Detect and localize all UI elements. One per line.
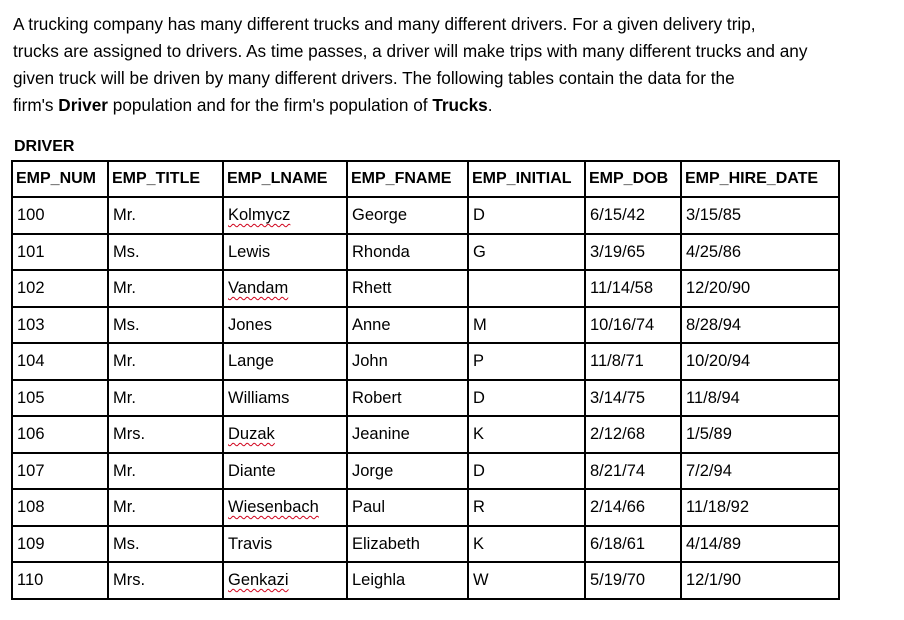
cell-value: 12/20/90: [686, 279, 751, 297]
cell-value: Lewis: [228, 242, 271, 261]
cell-value: Jeanine: [352, 425, 410, 443]
intro-text: firm's: [13, 95, 59, 115]
table-cell: [223, 453, 347, 489]
cell-value: Travis: [228, 534, 273, 553]
cell-value: Genkazi: [228, 571, 289, 589]
table-cell: [585, 343, 681, 380]
table-cell: [681, 453, 839, 489]
table-cell: [12, 416, 108, 453]
cell-value: Duzak: [228, 425, 275, 443]
cell-value: Mr.: [113, 461, 136, 480]
intro-text: A trucking company has many different trucks and many different drivers. For a given delivery trip,: [13, 14, 756, 34]
table-cell: [681, 234, 839, 270]
table-cell: [108, 270, 223, 307]
table-cell: [681, 416, 839, 453]
cell-value: 8/21/74: [590, 461, 646, 480]
table-cell: [347, 562, 468, 599]
cell-value: John: [352, 352, 388, 370]
cell-value: 11/8/94: [686, 388, 740, 407]
cell-value: K: [473, 425, 485, 443]
intro-text: .: [487, 95, 493, 115]
cell-value: 6/18/61: [590, 534, 646, 553]
table-cell: [108, 416, 223, 453]
table-cell: [585, 234, 681, 270]
table-cell: [223, 234, 347, 270]
cell-value: Robert: [352, 388, 402, 407]
table-cell: [12, 526, 108, 562]
table-cell: [12, 197, 108, 234]
column-header: EMP_NUM: [12, 161, 108, 197]
cell-value: K: [473, 534, 485, 553]
cell-value: D: [473, 206, 485, 224]
cell-value: 11/14/58: [590, 279, 654, 297]
cell-value: 2/14/66: [590, 498, 646, 516]
cell-value: 103: [17, 315, 45, 334]
table-cell: [347, 416, 468, 453]
cell-value: Mr.: [113, 498, 136, 516]
cell-value: Kolmycz: [228, 206, 291, 224]
cell-value: Rhonda: [352, 242, 410, 261]
cell-value: 10/20/94: [686, 352, 751, 370]
cell-value: Mr.: [113, 388, 136, 407]
table-cell: [347, 343, 468, 380]
cell-value: Wiesenbach: [228, 498, 319, 516]
table-cell: [347, 453, 468, 489]
table-cell: [681, 380, 839, 416]
table-cell: [223, 562, 347, 599]
cell-value: 102: [17, 279, 45, 297]
table-cell: [468, 453, 585, 489]
table-cell: [681, 197, 839, 234]
cell-value: 11/8/71: [590, 352, 644, 370]
table-cell: [681, 562, 839, 599]
intro-paragraph: [13, 11, 893, 119]
table-caption: DRIVER: [14, 138, 75, 155]
cell-value: George: [352, 206, 408, 224]
table-cell: [108, 453, 223, 489]
table-cell: [108, 380, 223, 416]
table-cell: [12, 307, 108, 343]
cell-value: Williams: [228, 388, 290, 407]
table-cell: [468, 489, 585, 526]
table-row: [12, 489, 839, 526]
cell-value: 3/19/65: [590, 242, 646, 261]
table-cell: [681, 270, 839, 307]
cell-value: P: [473, 352, 485, 370]
table-cell: [12, 343, 108, 380]
intro-line: [13, 92, 893, 119]
table-row: [12, 416, 839, 453]
table-cell: [468, 380, 585, 416]
table-cell: [223, 197, 347, 234]
cell-value: Ms.: [113, 534, 140, 553]
cell-value: 107: [17, 461, 45, 480]
cell-value: Anne: [352, 315, 391, 334]
cell-value: Leighla: [352, 571, 406, 589]
table-cell: [468, 234, 585, 270]
table-cell: [12, 270, 108, 307]
cell-value: Diante: [228, 461, 276, 480]
table-cell: [108, 307, 223, 343]
intro-line: [13, 38, 893, 65]
cell-value: Mr.: [113, 279, 136, 297]
table-cell: [223, 416, 347, 453]
table-header-row: [12, 161, 839, 197]
table-cell: [585, 562, 681, 599]
table-cell: [12, 453, 108, 489]
cell-value: R: [473, 498, 485, 516]
table-cell: [347, 197, 468, 234]
table-cell: [347, 380, 468, 416]
table-row: [12, 343, 839, 380]
table-cell: [681, 489, 839, 526]
table-cell: [108, 343, 223, 380]
table-cell: [12, 380, 108, 416]
table-cell: [108, 526, 223, 562]
table-row: [12, 234, 839, 270]
cell-value: Paul: [352, 498, 386, 516]
table-cell: [347, 526, 468, 562]
table-cell: [585, 489, 681, 526]
cell-value: 4/25/86: [686, 242, 742, 261]
table-cell: [347, 270, 468, 307]
column-header: EMP_INITIAL: [468, 161, 585, 197]
cell-value: 11/18/92: [686, 498, 750, 516]
cell-value: Vandam: [228, 279, 289, 297]
table-cell: [108, 562, 223, 599]
intro-text: trucks are assigned to drivers. As time passes, a driver will make trips with many different trucks and any: [13, 41, 808, 61]
table-row: [12, 197, 839, 234]
table-cell: [585, 307, 681, 343]
table-cell: [223, 343, 347, 380]
table-cell: [585, 270, 681, 307]
table-cell: [223, 489, 347, 526]
intro-line: [13, 11, 893, 38]
driver-table: [11, 160, 840, 600]
cell-value: 100: [17, 206, 45, 224]
cell-value: 104: [17, 352, 45, 370]
cell-value: Ms.: [113, 315, 140, 334]
table-cell: [468, 416, 585, 453]
table-cell: [681, 343, 839, 380]
cell-value: Jorge: [352, 461, 394, 480]
table-cell: [585, 526, 681, 562]
intro-bold-term: Driver: [58, 95, 108, 115]
column-header: EMP_FNAME: [347, 161, 468, 197]
table-cell: [585, 453, 681, 489]
table-row: [12, 526, 839, 562]
cell-value: Rhett: [352, 279, 392, 297]
cell-value: D: [473, 461, 485, 480]
cell-value: Ms.: [113, 242, 140, 261]
table-cell: [223, 526, 347, 562]
table-cell: [468, 562, 585, 599]
table-cell: [585, 380, 681, 416]
cell-value: 109: [17, 534, 45, 553]
cell-value: Mrs.: [113, 571, 146, 589]
cell-value: 105: [17, 388, 45, 407]
cell-value: 8/28/94: [686, 315, 742, 334]
cell-value: Lange: [228, 352, 274, 370]
cell-value: 101: [17, 242, 45, 261]
cell-value: 6/15/42: [590, 206, 646, 224]
cell-value: 12/1/90: [686, 571, 742, 589]
table-cell: [223, 307, 347, 343]
cell-value: Mr.: [113, 206, 136, 224]
cell-value: 2/12/68: [590, 425, 646, 443]
table-body: [12, 197, 839, 599]
table-cell: [223, 270, 347, 307]
table-cell: [468, 270, 585, 307]
cell-value: Elizabeth: [352, 534, 420, 553]
table-cell: [468, 307, 585, 343]
column-header: EMP_DOB: [585, 161, 681, 197]
intro-text: given truck will be driven by many different drivers. The following tables contain the data for the: [13, 68, 735, 88]
table-cell: [468, 526, 585, 562]
cell-value: 5/19/70: [590, 571, 646, 589]
cell-value: 1/5/89: [686, 425, 732, 443]
table-cell: [108, 234, 223, 270]
table-cell: [347, 234, 468, 270]
table-cell: [223, 380, 347, 416]
table-cell: [12, 489, 108, 526]
table-row: [12, 307, 839, 343]
table-cell: [108, 197, 223, 234]
table-row: [12, 562, 839, 599]
cell-value: 10/16/74: [590, 315, 655, 334]
table-row: [12, 270, 839, 307]
table-row: [12, 380, 839, 416]
cell-value: Jones: [228, 315, 273, 334]
cell-value: W: [473, 571, 489, 589]
table-cell: [12, 562, 108, 599]
intro-line: [13, 65, 893, 92]
cell-value: 3/14/75: [590, 388, 646, 407]
table-cell: [347, 489, 468, 526]
cell-value: 3/15/85: [686, 206, 742, 224]
column-header: EMP_HIRE_DATE: [681, 161, 839, 197]
table-cell: [681, 307, 839, 343]
table-cell: [681, 526, 839, 562]
intro-bold-term: Trucks: [432, 95, 488, 115]
cell-value: G: [473, 242, 486, 261]
table-cell: [585, 197, 681, 234]
cell-value: Mrs.: [113, 425, 146, 443]
column-header: EMP_LNAME: [223, 161, 347, 197]
table-cell: [12, 234, 108, 270]
cell-value: 110: [17, 571, 44, 589]
cell-value: 106: [17, 425, 45, 443]
table-cell: [468, 197, 585, 234]
cell-value: D: [473, 388, 485, 407]
table-cell: [347, 307, 468, 343]
cell-value: 108: [17, 498, 45, 516]
cell-value: 7/2/94: [686, 461, 732, 480]
intro-text: population and for the firm's population of: [107, 95, 433, 115]
table-cell: [108, 489, 223, 526]
column-header: EMP_TITLE: [108, 161, 223, 197]
cell-value: M: [473, 315, 487, 334]
table-cell: [468, 343, 585, 380]
table-cell: [585, 416, 681, 453]
cell-value: 4/14/89: [686, 534, 742, 553]
table-row: [12, 453, 839, 489]
cell-value: Mr.: [113, 352, 136, 370]
